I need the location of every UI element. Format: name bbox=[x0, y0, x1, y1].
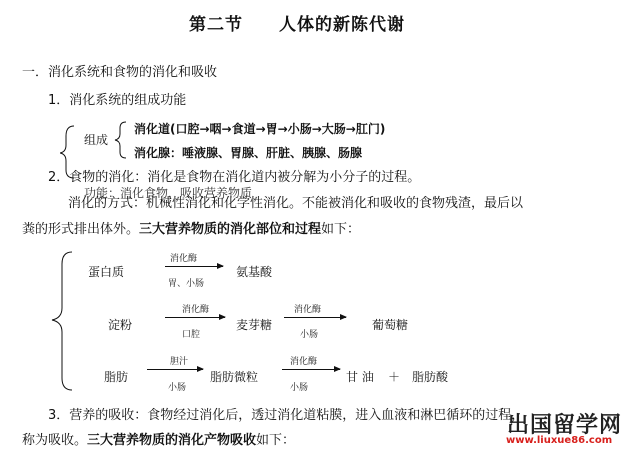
item2-line3 bbox=[22, 218, 360, 237]
section-heading: 一．消化系统和食物的消化和吸收 bbox=[22, 65, 218, 80]
protein-product: 氨基酸 bbox=[236, 265, 273, 279]
protein-site: 胃、小肠 bbox=[168, 279, 205, 289]
fat-enzyme2: 消化酶 bbox=[290, 357, 318, 367]
diagram-brace bbox=[48, 250, 78, 395]
protein-label: 蛋白质 bbox=[88, 265, 125, 279]
fat-bile: 胆汁 bbox=[170, 357, 189, 367]
starch-site2: 小肠 bbox=[300, 330, 319, 340]
page-title: 第二节 人体的新陈代谢 bbox=[189, 15, 405, 35]
item3-line2-bold: 三大营养物质的消化产物吸收 bbox=[87, 433, 257, 448]
function-label: 功能：消化食物，吸收营养物质 bbox=[84, 186, 253, 200]
starch-arrow2 bbox=[284, 317, 346, 318]
starch-product2: 葡萄糖 bbox=[372, 318, 409, 332]
starch-enzyme2: 消化酶 bbox=[294, 305, 322, 315]
fat-arrow2 bbox=[282, 369, 340, 370]
starch-arrow1 bbox=[165, 317, 225, 318]
fat-site2: 小肠 bbox=[290, 383, 309, 393]
starch-enzyme1: 消化酶 bbox=[182, 305, 210, 315]
starch-site1: 口腔 bbox=[182, 330, 201, 340]
item1-label: 1．消化系统的组成功能 bbox=[48, 93, 187, 108]
item2-line3-plain: 粪的形式排出体外。 bbox=[22, 222, 140, 237]
group-label: 组成 bbox=[84, 133, 109, 147]
item3-line2-plain: 称为吸收。 bbox=[22, 433, 88, 448]
fat-arrow1 bbox=[147, 369, 203, 370]
starch-label: 淀粉 bbox=[108, 318, 133, 332]
item2-line1: 2．食物的消化：消化是食物在消化道内被分解为小分子的过程。 bbox=[48, 170, 421, 185]
fat-product2b: 脂肪酸 bbox=[412, 370, 449, 384]
item2-line2: 消化的方式：机械性消化和化学性消化。不能被消化和吸收的食物残渣，最后以 bbox=[68, 196, 524, 211]
item2-line3-tail: 如下： bbox=[321, 222, 361, 237]
fat-product2a: 甘 油 bbox=[346, 370, 374, 384]
fat-product1: 脂肪微粒 bbox=[210, 370, 259, 384]
fat-label: 脂肪 bbox=[104, 370, 129, 384]
item2-line3-bold: 三大营养物质的消化部位和过程 bbox=[139, 222, 322, 237]
item3-line2-tail: 如下： bbox=[256, 433, 296, 448]
watermark-url: www.liuxue86.com bbox=[506, 435, 613, 446]
fat-plus: ＋ bbox=[388, 370, 401, 384]
fat-site1: 小肠 bbox=[168, 383, 187, 393]
digestive-gland-line: 消化腺：唾液腺、胃腺、肝脏、胰腺、肠腺 bbox=[134, 146, 363, 160]
watermark-logo: 出国留学网 bbox=[507, 413, 623, 438]
protein-arrow bbox=[165, 266, 223, 267]
item3-line2 bbox=[22, 429, 295, 448]
digestive-tract-line: 消化道(口腔→咽→食道→胃→小肠→大肠→肛门) bbox=[134, 122, 386, 136]
protein-enzyme: 消化酶 bbox=[170, 254, 198, 264]
starch-product1: 麦芽糖 bbox=[236, 318, 273, 332]
item3-line1: 3．营养的吸收：食物经过消化后，透过消化道粘膜，进入血液和淋巴循环的过程， bbox=[48, 408, 525, 423]
